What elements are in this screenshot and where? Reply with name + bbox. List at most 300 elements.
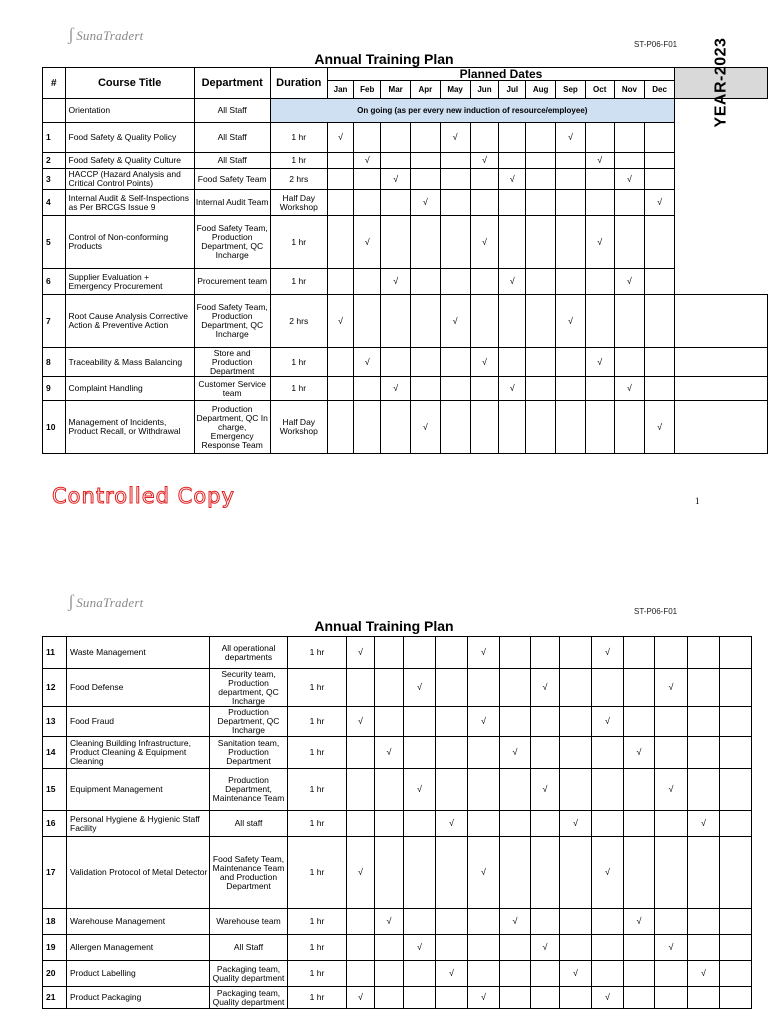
month-cell-sep <box>592 935 624 961</box>
duration: 1 hr <box>270 153 327 169</box>
checkmark-apr: √ <box>411 401 441 454</box>
month-cell-jun <box>500 961 531 987</box>
checkmark-nov: √ <box>655 935 688 961</box>
duration: Half Day Workshop <box>270 401 327 454</box>
month-cell-oct <box>624 987 655 1009</box>
checkmark-apr: √ <box>411 190 441 216</box>
checkmark-jun: √ <box>500 909 531 935</box>
company-logo <box>68 24 143 45</box>
empty-cell <box>675 377 768 401</box>
month-cell-dec <box>688 909 720 935</box>
month-cell-dec <box>645 169 675 190</box>
month-cell-may <box>440 269 470 295</box>
course-title: Management of Incidents, Product Recall, or Withdrawal <box>65 401 194 454</box>
month-cell-aug <box>560 707 592 737</box>
page-title: Annual Training Plan <box>314 51 454 67</box>
month-cell-jan <box>327 269 353 295</box>
month-cell-feb <box>354 377 381 401</box>
row-number: 18 <box>43 909 67 935</box>
checkmark-jun: √ <box>470 348 499 377</box>
empty-cell <box>720 837 752 909</box>
checkmark-mar: √ <box>381 169 411 190</box>
course-title: Warehouse Management <box>67 909 210 935</box>
checkmark-mar: √ <box>381 269 411 295</box>
row-number: 21 <box>43 987 67 1009</box>
month-cell-jan <box>347 961 375 987</box>
department: Food Safety Team, Production Department, QC Incharge <box>194 295 270 348</box>
month-cell-sep <box>592 811 624 837</box>
checkmark-sep: √ <box>592 987 624 1009</box>
row-number: 13 <box>43 707 67 737</box>
month-cell-aug <box>526 401 556 454</box>
month-cell-sep <box>556 348 586 377</box>
checkmark-oct: √ <box>624 909 655 935</box>
course-title: Allergen Management <box>67 935 210 961</box>
month-cell-mar <box>404 707 436 737</box>
duration: 1 hr <box>270 348 327 377</box>
year-label: YEAR-2023 <box>712 37 730 127</box>
empty-cell <box>720 935 752 961</box>
duration: 1 hr <box>270 123 327 153</box>
month-cell-oct <box>585 295 614 348</box>
duration: 1 hr <box>270 216 327 269</box>
month-cell-apr <box>436 669 468 707</box>
header-planned-dates: Planned Dates <box>327 68 674 81</box>
table-row <box>43 769 752 811</box>
month-cell-apr <box>411 153 441 169</box>
month-cell-oct <box>624 707 655 737</box>
page-title: Annual Training Plan <box>314 618 454 634</box>
month-cell-nov <box>614 401 645 454</box>
month-cell-apr <box>411 123 441 153</box>
month-cell-sep <box>592 769 624 811</box>
checkmark-nov: √ <box>655 669 688 707</box>
month-cell-oct <box>624 935 655 961</box>
month-cell-oct <box>624 637 655 669</box>
month-cell-jul <box>531 909 560 935</box>
month-cell-apr <box>411 295 441 348</box>
checkmark-may: √ <box>468 637 500 669</box>
month-cell-jul <box>499 190 526 216</box>
month-cell-dec <box>688 737 720 769</box>
row-number: 14 <box>43 737 67 769</box>
checkmark-feb: √ <box>354 153 381 169</box>
month-cell-may <box>440 216 470 269</box>
table-row <box>43 190 768 216</box>
month-cell-sep <box>592 909 624 935</box>
checkmark-feb: √ <box>354 216 381 269</box>
month-cell-oct <box>624 837 655 909</box>
checkmark-jul: √ <box>531 769 560 811</box>
month-cell-mar <box>381 401 411 454</box>
month-cell-aug <box>526 377 556 401</box>
month-cell-jan <box>327 169 353 190</box>
month-cell-jul <box>531 987 560 1009</box>
table-row <box>43 707 752 737</box>
checkmark-dec: √ <box>688 961 720 987</box>
duration: 1 hr <box>288 935 347 961</box>
checkmark-may: √ <box>468 707 500 737</box>
month-cell-mar <box>381 153 411 169</box>
table-row <box>43 987 752 1009</box>
checkmark-jul: √ <box>531 935 560 961</box>
empty-cell <box>720 707 752 737</box>
month-cell-oct <box>624 961 655 987</box>
month-cell-dec <box>688 637 720 669</box>
department: Procurement team <box>194 269 270 295</box>
department: All operational departments <box>210 637 288 669</box>
table-row <box>43 737 752 769</box>
month-cell-feb <box>375 837 404 909</box>
month-cell-jun <box>470 269 499 295</box>
checkmark-may: √ <box>468 987 500 1009</box>
month-cell-aug <box>526 190 556 216</box>
checkmark-nov: √ <box>614 169 645 190</box>
department: Food Safety Team, Maintenance Team and Production Department <box>210 837 288 909</box>
checkmark-dec: √ <box>688 811 720 837</box>
month-cell-dec <box>645 269 675 295</box>
month-cell-jul <box>531 737 560 769</box>
checkmark-jun: √ <box>470 153 499 169</box>
month-cell-aug <box>526 123 556 153</box>
department: All Staff <box>194 99 270 123</box>
month-cell-mar <box>404 811 436 837</box>
checkmark-jul: √ <box>499 269 526 295</box>
month-cell-jun <box>470 123 499 153</box>
department: Warehouse team <box>210 909 288 935</box>
month-cell-sep <box>556 190 586 216</box>
month-cell-jun <box>500 935 531 961</box>
month-cell-may <box>440 190 470 216</box>
table-row-orientation <box>43 99 768 123</box>
empty-cell <box>720 669 752 707</box>
month-cell-mar <box>404 909 436 935</box>
department: Packaging team, Quality department <box>210 961 288 987</box>
checkmark-sep: √ <box>592 707 624 737</box>
checkmark-jul: √ <box>499 169 526 190</box>
month-cell-apr <box>411 169 441 190</box>
month-cell-apr <box>411 348 441 377</box>
duration: 1 hr <box>288 961 347 987</box>
header-department: Department <box>194 68 270 99</box>
empty-cell <box>675 348 768 377</box>
month-cell-oct <box>624 811 655 837</box>
month-cell-nov <box>614 153 645 169</box>
month-cell-may <box>440 401 470 454</box>
header-month: Sep <box>556 81 586 99</box>
month-cell-feb <box>354 401 381 454</box>
month-cell-feb <box>375 961 404 987</box>
header-month: Jul <box>499 81 526 99</box>
company-logo <box>68 591 143 612</box>
table-row <box>43 669 752 707</box>
table-row <box>43 169 768 190</box>
duration: 1 hr <box>270 269 327 295</box>
row-number: 20 <box>43 961 67 987</box>
course-title: Product Labelling <box>67 961 210 987</box>
ongoing-note: On going (as per every new induction of resource/employee) <box>270 99 674 123</box>
month-cell-oct <box>585 269 614 295</box>
month-cell-apr <box>436 769 468 811</box>
course-title: Validation Protocol of Metal Detector <box>67 837 210 909</box>
logo-swoosh-icon: ʃ <box>68 24 75 44</box>
course-title: Orientation <box>65 99 194 123</box>
table-row <box>43 216 768 269</box>
course-title: Control of Non-conforming Products <box>65 216 194 269</box>
table-row <box>43 637 752 669</box>
checkmark-sep: √ <box>592 637 624 669</box>
month-cell-dec <box>688 669 720 707</box>
month-cell-nov <box>614 348 645 377</box>
month-cell-dec <box>688 987 720 1009</box>
header-number: # <box>43 68 66 99</box>
month-cell-nov <box>614 216 645 269</box>
controlled-copy-stamp: Controlled Copy <box>52 484 235 508</box>
checkmark-aug: √ <box>560 961 592 987</box>
department: Security team, Production department, QC Incharge <box>210 669 288 707</box>
month-cell-jun <box>500 669 531 707</box>
month-cell-jul <box>531 707 560 737</box>
page1-table-body <box>43 99 768 454</box>
checkmark-jan: √ <box>347 987 375 1009</box>
month-cell-aug <box>560 669 592 707</box>
course-title: Food Safety & Quality Culture <box>65 153 194 169</box>
month-cell-apr <box>436 909 468 935</box>
month-cell-mar <box>381 295 411 348</box>
month-cell-jan <box>327 377 353 401</box>
month-cell-oct <box>585 190 614 216</box>
month-cell-jan <box>327 190 353 216</box>
month-cell-dec <box>688 707 720 737</box>
month-cell-feb <box>375 637 404 669</box>
page-number: 1 <box>695 496 700 506</box>
duration: 1 hr <box>288 769 347 811</box>
month-cell-feb <box>354 190 381 216</box>
department: All Staff <box>210 935 288 961</box>
department: All Staff <box>194 123 270 153</box>
header-duration: Duration <box>270 68 327 99</box>
month-cell-mar <box>381 216 411 269</box>
course-title: Root Cause Analysis Corrective Action & Preventive Action <box>65 295 194 348</box>
month-cell-jul <box>531 837 560 909</box>
checkmark-nov: √ <box>655 769 688 811</box>
checkmark-mar: √ <box>381 377 411 401</box>
table-row <box>43 123 768 153</box>
month-cell-jan <box>347 909 375 935</box>
month-cell-apr <box>436 987 468 1009</box>
month-cell-nov <box>614 190 645 216</box>
row-number: 16 <box>43 811 67 837</box>
checkmark-dec: √ <box>645 401 675 454</box>
brand-name: SunaTradert <box>76 28 144 43</box>
row-number: 15 <box>43 769 67 811</box>
checkmark-jul: √ <box>531 669 560 707</box>
checkmark-sep: √ <box>556 123 586 153</box>
course-title: Complaint Handling <box>65 377 194 401</box>
month-cell-aug <box>526 269 556 295</box>
month-cell-aug <box>526 169 556 190</box>
month-cell-jun <box>500 837 531 909</box>
month-cell-may <box>468 669 500 707</box>
checkmark-sep: √ <box>556 295 586 348</box>
month-cell-oct <box>624 769 655 811</box>
month-cell-oct <box>585 169 614 190</box>
month-cell-jul <box>531 637 560 669</box>
month-cell-nov <box>655 987 688 1009</box>
month-cell-feb <box>375 769 404 811</box>
department: Production Department, QC In charge, Emergency Response Team <box>194 401 270 454</box>
row-number: 8 <box>43 348 66 377</box>
row-number: 9 <box>43 377 66 401</box>
month-cell-apr <box>436 837 468 909</box>
row-number: 4 <box>43 190 66 216</box>
month-cell-apr <box>436 935 468 961</box>
checkmark-feb: √ <box>375 737 404 769</box>
duration: 1 hr <box>288 837 347 909</box>
checkmark-jun: √ <box>500 737 531 769</box>
course-title: HACCP (Hazard Analysis and Critical Control Points) <box>65 169 194 190</box>
department: Sanitation team, Production Department <box>210 737 288 769</box>
table-row <box>43 811 752 837</box>
course-title: Internal Audit & Self-Inspections as Per BRCGS Issue 9 <box>65 190 194 216</box>
month-cell-feb <box>354 169 381 190</box>
month-cell-dec <box>688 837 720 909</box>
month-cell-jan <box>347 737 375 769</box>
month-cell-jan <box>347 935 375 961</box>
checkmark-aug: √ <box>560 811 592 837</box>
row-number: 19 <box>43 935 67 961</box>
month-cell-feb <box>375 987 404 1009</box>
month-cell-may <box>468 769 500 811</box>
logo-swoosh-icon: ʃ <box>68 591 75 611</box>
duration: 2 hrs <box>270 295 327 348</box>
checkmark-feb: √ <box>375 909 404 935</box>
month-cell-jul <box>499 348 526 377</box>
duration: 1 hr <box>288 637 347 669</box>
month-cell-feb <box>354 123 381 153</box>
header-month: Dec <box>645 81 675 99</box>
month-cell-dec <box>688 935 720 961</box>
row-number: 10 <box>43 401 66 454</box>
checkmark-jan: √ <box>347 707 375 737</box>
month-cell-feb <box>375 669 404 707</box>
department: Food Safety Team <box>194 169 270 190</box>
empty-cell <box>720 737 752 769</box>
training-plan-table-continued <box>42 636 752 1009</box>
table-row <box>43 935 752 961</box>
department: All Staff <box>194 153 270 169</box>
header-month: Jun <box>470 81 499 99</box>
month-cell-nov <box>655 637 688 669</box>
month-cell-feb <box>375 935 404 961</box>
duration: 1 hr <box>270 377 327 401</box>
month-cell-apr <box>436 707 468 737</box>
month-cell-aug <box>560 909 592 935</box>
table-row <box>43 837 752 909</box>
month-cell-feb <box>354 295 381 348</box>
table-row <box>43 295 768 348</box>
month-cell-apr <box>411 216 441 269</box>
month-cell-sep <box>556 216 586 269</box>
checkmark-jan: √ <box>327 123 353 153</box>
month-cell-jun <box>500 707 531 737</box>
month-cell-jun <box>470 377 499 401</box>
month-cell-sep <box>556 377 586 401</box>
month-cell-jun <box>500 769 531 811</box>
month-cell-sep <box>556 269 586 295</box>
month-cell-aug <box>560 935 592 961</box>
course-title: Personal Hygiene & Hygienic Staff Facility <box>67 811 210 837</box>
month-cell-aug <box>560 769 592 811</box>
month-cell-mar <box>404 637 436 669</box>
header-course-title: Course Title <box>65 68 194 99</box>
month-cell-aug <box>526 348 556 377</box>
table-row <box>43 269 768 295</box>
checkmark-jun: √ <box>470 216 499 269</box>
month-cell-nov <box>655 909 688 935</box>
row-number: 11 <box>43 637 67 669</box>
month-cell-jan <box>347 811 375 837</box>
course-title: Food Safety & Quality Policy <box>65 123 194 153</box>
duration: 1 hr <box>288 669 347 707</box>
month-cell-jun <box>470 401 499 454</box>
duration: 1 hr <box>288 909 347 935</box>
month-cell-jun <box>500 811 531 837</box>
department: Production Department, Maintenance Team <box>210 769 288 811</box>
empty-cell <box>675 401 768 454</box>
duration: 1 hr <box>288 811 347 837</box>
empty-cell <box>720 961 752 987</box>
month-cell-aug <box>560 737 592 769</box>
month-cell-oct <box>585 401 614 454</box>
month-cell-sep <box>592 669 624 707</box>
month-cell-apr <box>411 377 441 401</box>
month-cell-jun <box>470 169 499 190</box>
checkmark-feb: √ <box>354 348 381 377</box>
department: Packaging team, Quality department <box>210 987 288 1009</box>
row-number: 3 <box>43 169 66 190</box>
duration: 1 hr <box>288 707 347 737</box>
checkmark-may: √ <box>440 123 470 153</box>
course-title: Food Defense <box>67 669 210 707</box>
checkmark-may: √ <box>468 837 500 909</box>
checkmark-oct: √ <box>585 348 614 377</box>
month-cell-jul <box>531 961 560 987</box>
brand-name: SunaTradert <box>76 595 144 610</box>
empty-cell <box>720 909 752 935</box>
month-cell-may <box>468 811 500 837</box>
document-reference: ST-P06-F01 <box>634 607 678 616</box>
month-cell-nov <box>655 837 688 909</box>
checkmark-mar: √ <box>404 935 436 961</box>
month-cell-dec <box>645 153 675 169</box>
header-month: Mar <box>381 81 411 99</box>
empty-cell <box>675 295 768 348</box>
month-cell-sep <box>592 961 624 987</box>
month-cell-jan <box>327 401 353 454</box>
month-cell-jun <box>500 637 531 669</box>
month-cell-aug <box>526 153 556 169</box>
month-cell-nov <box>614 123 645 153</box>
duration: 1 hr <box>288 987 347 1009</box>
document-reference: ST-P06-F01 <box>634 40 678 49</box>
checkmark-sep: √ <box>592 837 624 909</box>
month-cell-jan <box>347 769 375 811</box>
month-cell-mar <box>404 837 436 909</box>
month-cell-mar <box>404 961 436 987</box>
empty-cell <box>720 987 752 1009</box>
month-cell-dec <box>645 216 675 269</box>
